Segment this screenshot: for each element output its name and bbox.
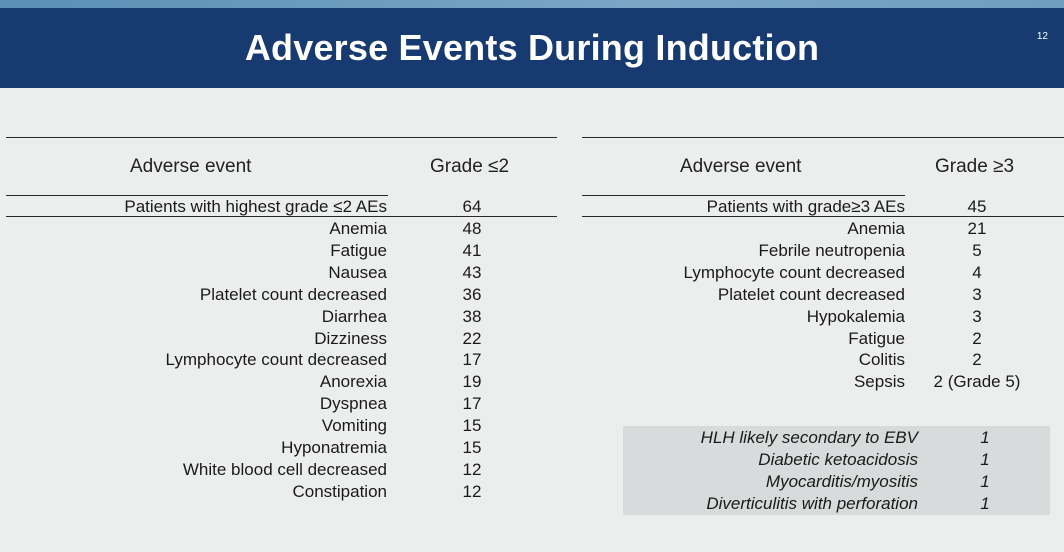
ae-count: 1 (980, 449, 990, 469)
ae-name: Lymphocyte count decreased (165, 350, 387, 370)
slide-number: 12 (1036, 31, 1048, 42)
ae-name: Hypokalemia (806, 306, 905, 326)
top-accent-strip (0, 0, 1064, 8)
ae-name: Diarrhea (321, 306, 387, 326)
ae-count: 36 (462, 284, 482, 304)
ae-name: Dyspnea (319, 394, 387, 414)
ae-name: Anemia (329, 219, 387, 238)
right-col-header-grade: Grade ≥3 (935, 156, 1015, 177)
ae-name: Nausea (328, 262, 387, 282)
ae-name: Platelet count decreased (199, 284, 387, 304)
ae-name: Anorexia (319, 372, 387, 392)
ae-count: 4 (972, 262, 982, 282)
ae-name: White blood cell decreased (182, 459, 387, 479)
ae-count: 12 (462, 459, 482, 479)
ae-count: 45 (967, 197, 987, 216)
right-table-top-rule (582, 137, 1064, 138)
right-summary-row (0, 196, 1064, 218)
ae-name: Febrile neutropenia (758, 240, 905, 260)
ae-name: Anemia (847, 219, 905, 238)
right-table-row (0, 262, 1064, 284)
ae-count: 17 (462, 394, 482, 414)
right-col-header-event: Adverse event (680, 156, 802, 177)
ae-count: 21 (967, 219, 987, 238)
ae-count: 41 (462, 240, 482, 260)
ae-count: 2 (972, 328, 982, 348)
ae-name: HLH likely secondary to EBV (700, 428, 918, 447)
ae-name: Sepsis (853, 372, 905, 392)
ae-count: 1 (980, 428, 990, 447)
ae-count: 48 (462, 219, 482, 238)
ae-count: 38 (462, 306, 482, 326)
ae-name: Fatigue (848, 328, 905, 348)
ae-name: Hyponatremia (281, 438, 387, 457)
ae-name: Constipation (292, 481, 387, 501)
ae-count: 1 (980, 471, 990, 491)
right-table-row (0, 328, 1064, 350)
ae-count: 22 (462, 328, 482, 348)
other-event-row (0, 471, 1064, 493)
ae-count: 12 (462, 481, 482, 501)
ae-count: 64 (462, 197, 482, 216)
ae-name: Diverticulitis with perforation (706, 493, 918, 513)
right-table-row (0, 371, 1064, 393)
ae-count: 3 (972, 284, 982, 304)
right-table-row (0, 306, 1064, 328)
left-col-header-event: Adverse event (130, 156, 252, 177)
left-col-header-grade: Grade ≤2 (430, 156, 510, 177)
ae-name: Vomiting (321, 416, 387, 436)
right-table-row (0, 284, 1064, 306)
ae-name: Fatigue (330, 240, 387, 260)
ae-name: Patients with highest grade ≤2 AEs (124, 197, 387, 216)
ae-name: Patients with grade≥3 AEs (706, 197, 905, 216)
ae-count: 2 (972, 350, 982, 370)
ae-count: 5 (972, 240, 982, 260)
ae-count: 15 (462, 416, 482, 436)
right-table-row (0, 240, 1064, 262)
ae-name: Colitis (858, 350, 905, 370)
ae-name: Myocarditis/myositis (765, 471, 918, 491)
other-event-row (0, 449, 1064, 471)
ae-count: 15 (462, 438, 482, 457)
right-table-row (0, 349, 1064, 371)
ae-count: 19 (462, 372, 482, 392)
ae-count: 3 (972, 306, 982, 326)
ae-count: 2 (Grade 5) (933, 372, 1021, 392)
left-table-top-rule (6, 137, 557, 138)
right-table-row (0, 218, 1064, 240)
ae-name: Platelet count decreased (717, 284, 905, 304)
left-table-row (0, 393, 560, 415)
ae-count: 43 (462, 262, 482, 282)
ae-count: 17 (462, 350, 482, 370)
other-event-row (0, 427, 1064, 449)
ae-count: 1 (980, 493, 990, 513)
ae-name: Dizziness (314, 328, 387, 348)
other-event-row (0, 493, 1064, 515)
slide-title: Adverse Events During Induction (244, 27, 820, 68)
ae-name: Diabetic ketoacidosis (758, 449, 918, 469)
ae-name: Lymphocyte count decreased (683, 262, 905, 282)
